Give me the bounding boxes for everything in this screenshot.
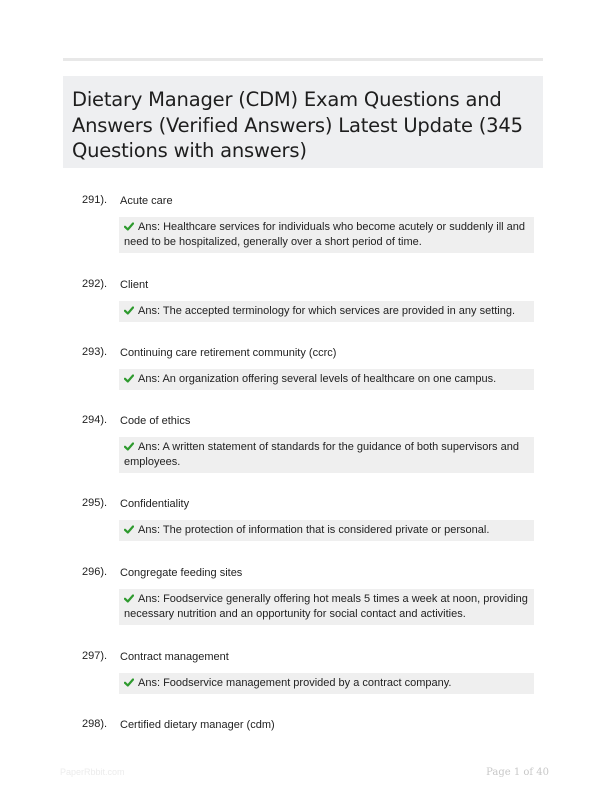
question-number: 297). bbox=[82, 650, 108, 662]
answer-box bbox=[119, 589, 534, 625]
question-term: Congregate feeding sites bbox=[120, 567, 243, 579]
check-icon bbox=[124, 374, 134, 383]
question-term: Confidentiality bbox=[120, 498, 190, 510]
check-icon bbox=[124, 678, 134, 687]
question-term: Acute care bbox=[120, 195, 173, 207]
check-icon bbox=[124, 525, 134, 534]
page-number: Page 1 of 40 bbox=[486, 767, 549, 778]
question-term: Code of ethics bbox=[120, 415, 191, 427]
question-number: 292). bbox=[82, 278, 108, 290]
answer-text: Ans: An organization offering several levels of healthcare on one campus. bbox=[138, 373, 497, 385]
answer-box bbox=[119, 520, 534, 541]
header-divider bbox=[63, 58, 543, 61]
question-number: 296). bbox=[82, 566, 108, 578]
footer-source: PaperRbbit.com bbox=[60, 767, 125, 777]
question-term: Certified dietary manager (cdm) bbox=[120, 719, 275, 731]
question-number: 291). bbox=[82, 194, 108, 206]
document-title: Dietary Manager (CDM) Exam Questions and Answers (Verified Answers) Latest Update (345 Questions with answers) bbox=[72, 88, 523, 162]
question-term: Continuing care retirement community (ccrc) bbox=[120, 347, 337, 359]
check-icon bbox=[124, 222, 134, 231]
check-icon bbox=[124, 594, 134, 603]
question-number: 295). bbox=[82, 497, 108, 509]
question-number: 298). bbox=[82, 718, 108, 730]
question-number: 293). bbox=[82, 346, 108, 358]
answer-box bbox=[119, 217, 534, 253]
question-term: Client bbox=[120, 279, 149, 291]
answer-box bbox=[119, 437, 534, 473]
answer-text: Ans: Foodservice generally offering hot meals 5 times a week at noon, providing necessary nutrition and an opportunity for social contact and activities. bbox=[124, 593, 528, 620]
answer-text: Ans: The protection of information that is considered private or personal. bbox=[138, 524, 490, 536]
title-banner bbox=[63, 76, 543, 168]
answer-box bbox=[119, 301, 534, 322]
answer-text: Ans: Foodservice management provided by a contract company. bbox=[138, 677, 452, 689]
question-number: 294). bbox=[82, 414, 108, 426]
answer-text: Ans: The accepted terminology for which services are provided in any setting. bbox=[138, 305, 516, 317]
question-term: Contract management bbox=[120, 651, 229, 663]
check-icon bbox=[124, 306, 134, 315]
check-icon bbox=[124, 442, 134, 451]
answer-text: Ans: A written statement of standards for the guidance of both supervisors and employees. bbox=[124, 441, 519, 468]
answer-box bbox=[119, 369, 534, 390]
answer-box bbox=[119, 673, 534, 694]
answer-text: Ans: Healthcare services for individuals who become acutely or suddenly ill and need to be hospitalized, generally over a short period of time. bbox=[124, 221, 526, 248]
